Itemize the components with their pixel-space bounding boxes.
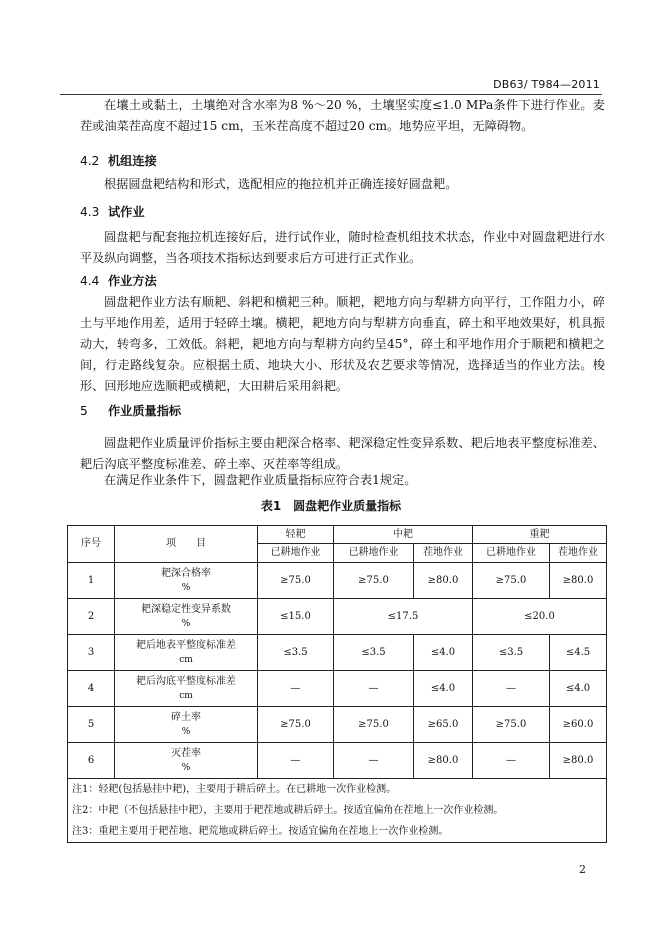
cell-seq: 6 xyxy=(68,743,115,779)
cell-seq: 1 xyxy=(68,563,115,599)
cell-medium-stubble: ≥65.0 xyxy=(414,707,473,743)
item-name: 耙深合格率 xyxy=(161,567,211,579)
cell-medium-stubble: ≥80.0 xyxy=(414,743,473,779)
cell-seq: 4 xyxy=(68,671,115,707)
cell-seq: 5 xyxy=(68,707,115,743)
section-4-2-heading xyxy=(80,152,157,169)
section-4-3-text: 圆盘耙与配套拖拉机连接好后，进行试作业，随时检查机组技术状态，作业中对圆盘耙进行水平及纵向调整，当各项技术指标达到要求后方可进行正式作业。 xyxy=(80,230,605,265)
section-number: 4.4 xyxy=(80,274,100,288)
cell-heavy-plowed: ≥75.0 xyxy=(473,563,550,599)
header-item: 项 目 xyxy=(115,526,258,563)
cell-item xyxy=(115,599,258,635)
cell-item xyxy=(115,743,258,779)
header-seq: 序号 xyxy=(68,526,115,563)
item-unit: % xyxy=(181,582,191,593)
table-row xyxy=(68,743,607,779)
subheader-medium-plowed: 已耕地作业 xyxy=(334,544,414,563)
table-row xyxy=(68,707,607,743)
section-4-3-heading xyxy=(80,203,145,220)
cell-medium: ≤17.5 xyxy=(334,599,473,635)
item-unit: % xyxy=(181,726,191,737)
subheader-heavy-stubble: 茬地作业 xyxy=(550,544,607,563)
cell-light: ≤3.5 xyxy=(258,635,334,671)
subheader-heavy-plowed: 已耕地作业 xyxy=(473,544,550,563)
section-number: 4.3 xyxy=(80,205,100,219)
cell-item xyxy=(115,671,258,707)
header-heavy-harrow: 重耙 xyxy=(473,526,607,544)
cell-heavy-plowed: ≥75.0 xyxy=(473,707,550,743)
page-number: 2 xyxy=(579,863,586,876)
cell-medium-plowed: ≥75.0 xyxy=(334,563,414,599)
cell-item xyxy=(115,635,258,671)
subheader-medium-stubble: 茬地作业 xyxy=(414,544,473,563)
section-title: 试作业 xyxy=(108,205,145,219)
section-number: 5 xyxy=(80,404,88,418)
table-note-2: 注2：中耙（不包括悬挂中耙），主要用于耙茬地或耕后碎土。按适宜偏角在茬地上一次作业检测。 xyxy=(72,805,504,816)
quality-index-table xyxy=(67,525,607,843)
section-title: 作业质量指标 xyxy=(108,404,182,418)
intro-paragraph: 在壤土或黏土，土壤绝对含水率为8 %～20 %，土壤坚实度≤1.0 MPa条件下进行作业。麦茬或油菜茬高度不超过15 cm，玉米茬高度不超过20 cm。地势应平坦，无障碍物。 xyxy=(80,98,605,133)
subheader-light-plowed: 已耕地作业 xyxy=(258,544,334,563)
section-4-2-text: 根据圆盘耙结构和形式，选配相应的拖拉机并正确连接好圆盘耙。 xyxy=(104,177,458,191)
cell-light: ≥75.0 xyxy=(258,707,334,743)
item-unit: % xyxy=(181,618,191,629)
item-name: 耙深稳定性变异系数 xyxy=(141,603,231,615)
section-4-4-text: 圆盘耙作业方法有顺耙、斜耙和横耙三种。顺耙，耙地方向与犁耕方向平行，工作阻力小，碎土与平地作用差，适用于轻碎土壤。横耙，耙地方向与犁耕方向垂直，碎土和平地效果好，机具振动大，转弯多，工效低。斜耙，耙地方向与犁耕方向约呈45°，碎土和平地作用介于顺耙和横耙之间，行走路线复杂。应根据土质、地块大小、形状及农艺要求等情况，选择适当的作业方法。梭形、回形地应选顺耙或横耙，大田耕后采用斜耙。 xyxy=(80,295,605,393)
table-note-1: 注1：轻耙(包括悬挂中耙)，主要用于耕后碎土。在已耕地一次作业检测。 xyxy=(72,784,397,795)
table-caption: 表1 圆盘耙作业质量指标 xyxy=(260,499,402,513)
cell-heavy-stubble: ≤4.5 xyxy=(550,635,607,671)
cell-heavy-stubble: ≥80.0 xyxy=(550,743,607,779)
cell-medium-plowed: — xyxy=(334,671,414,707)
section-title: 作业方法 xyxy=(108,274,157,288)
table-row xyxy=(68,599,607,635)
table-row xyxy=(68,671,607,707)
item-name: 耙后地表平整度标准差 xyxy=(136,639,236,651)
section-5-heading xyxy=(80,402,181,419)
cell-light: ≤15.0 xyxy=(258,599,334,635)
cell-heavy-plowed: ≤3.5 xyxy=(473,635,550,671)
document-code: DB63/ T984—2011 xyxy=(493,78,600,91)
cell-light: ≥75.0 xyxy=(258,563,334,599)
header-medium-harrow: 中耙 xyxy=(334,526,473,544)
cell-medium-stubble: ≤4.0 xyxy=(414,635,473,671)
cell-heavy-plowed: — xyxy=(473,671,550,707)
cell-heavy-plowed: — xyxy=(473,743,550,779)
table-header-row xyxy=(68,526,607,544)
cell-heavy-stubble: ≥60.0 xyxy=(550,707,607,743)
section-number: 4.2 xyxy=(80,154,100,168)
item-unit: cm xyxy=(179,690,193,701)
cell-heavy: ≤20.0 xyxy=(473,599,607,635)
cell-light: — xyxy=(258,743,334,779)
table-note-3: 注3：重耙主要用于耙茬地、耙荒地或耕后碎土。按适宜偏角在茬地上一次作业检测。 xyxy=(72,826,449,837)
item-name: 灭茬率 xyxy=(171,747,201,759)
section-4-4-heading xyxy=(80,272,157,289)
section-5-paragraph-2: 在满足作业条件下，圆盘耙作业质量指标应符合表1规定。 xyxy=(104,473,417,487)
cell-seq: 2 xyxy=(68,599,115,635)
table-notes xyxy=(68,779,607,843)
cell-medium-plowed: ≤3.5 xyxy=(334,635,414,671)
cell-medium-stubble: ≥80.0 xyxy=(414,563,473,599)
cell-heavy-stubble: ≥80.0 xyxy=(550,563,607,599)
table-row xyxy=(68,563,607,599)
header-light-harrow: 轻耙 xyxy=(258,526,334,544)
cell-medium-plowed: — xyxy=(334,743,414,779)
item-unit: cm xyxy=(179,654,193,665)
cell-heavy-stubble: ≤4.0 xyxy=(550,671,607,707)
cell-light: — xyxy=(258,671,334,707)
section-5-paragraph-1: 圆盘耙作业质量评价指标主要由耙深合格率、耙深稳定性变异系数、耙后地表平整度标准差、耙后沟底平整度标准差、碎土率、灭茬率等组成。 xyxy=(80,436,605,471)
item-name: 耙后沟底平整度标准差 xyxy=(136,675,236,687)
cell-item xyxy=(115,563,258,599)
item-unit: % xyxy=(181,762,191,773)
table-row xyxy=(68,635,607,671)
cell-item xyxy=(115,707,258,743)
cell-medium-plowed: ≥75.0 xyxy=(334,707,414,743)
section-title: 机组连接 xyxy=(108,154,157,168)
cell-medium-stubble: ≤4.0 xyxy=(414,671,473,707)
table-note-row xyxy=(68,779,607,843)
cell-seq: 3 xyxy=(68,635,115,671)
item-name: 碎土率 xyxy=(171,711,201,723)
